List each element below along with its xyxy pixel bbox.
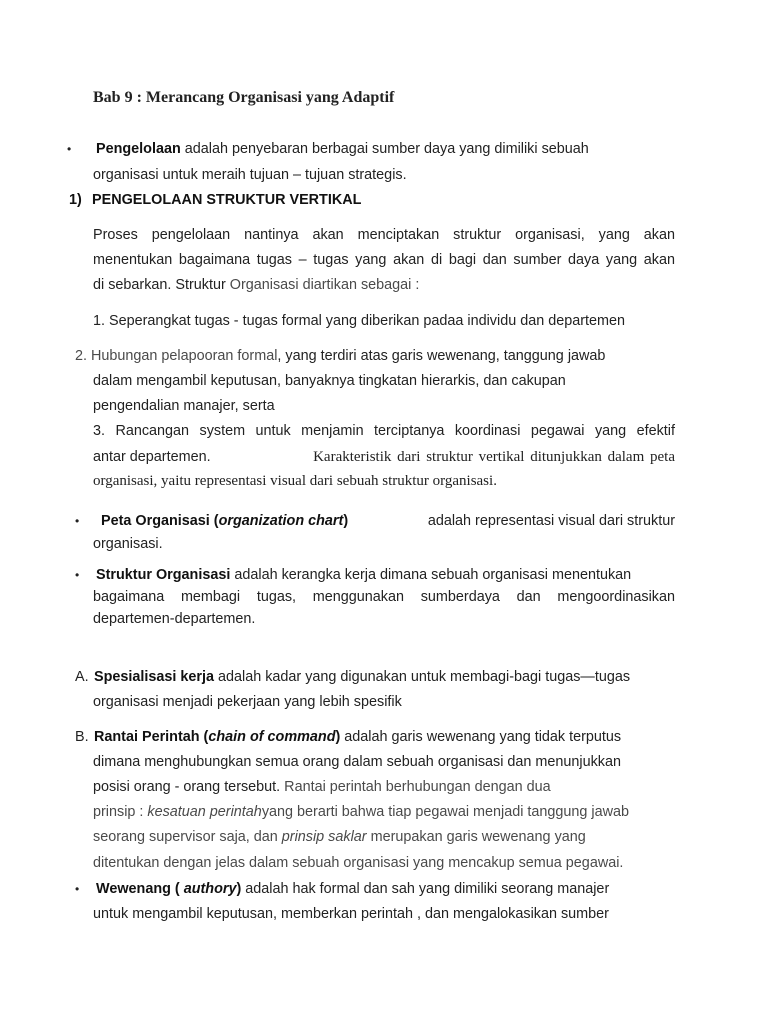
b-def-3b: Rantai perintah berhubungan dengan dua — [280, 779, 551, 795]
struktur-term: Struktur Organisasi — [96, 567, 231, 583]
section-1-para-line-2: menentukan bagaimana tugas – tugas yang akan di bagi dan sumber daya yang akan — [93, 252, 675, 268]
b-def-6: ditentukan dengan jelas dalam sebuah organisasi yang mencakup semua pegawai. — [93, 855, 624, 871]
a-line-1 — [94, 668, 630, 686]
struktur-def-3: departemen-departemen. — [93, 611, 256, 627]
bullet-icon: • — [67, 142, 72, 156]
bullet-icon: • — [75, 882, 80, 896]
wewenang-line-1 — [96, 880, 609, 898]
para-3b: Organisasi diartikan sebagai : — [229, 277, 420, 293]
struktur-def-2: bagaimana membagi tugas, menggunakan sumberdaya dan mengoordinasikan — [93, 589, 675, 605]
item-3-line-2a: antar departemen. — [93, 449, 211, 465]
item-3-line-2 — [93, 448, 675, 466]
peta-heading — [101, 512, 348, 530]
peta-paren-close: ) — [343, 513, 349, 529]
b-def-1: adalah garis wewenang yang tidak terputus — [340, 729, 622, 745]
b-def-3a: posisi orang - orang tersebut. — [93, 779, 281, 795]
pengelolaan-line-1 — [96, 140, 589, 158]
struktur-def-1: adalah kerangka kerja dimana sebuah organisasi menentukan — [230, 567, 632, 583]
bullet-icon: • — [75, 514, 80, 528]
pengelolaan-term: Pengelolaan — [96, 141, 181, 157]
a-term: Spesialisasi kerja — [94, 669, 215, 685]
b-def-4c: yang berarti bahwa tiap pegawai menjadi tanggung jawab — [261, 804, 630, 820]
wewenang-def-1: adalah hak formal dan sah yang dimiliki seorang manajer — [241, 881, 610, 897]
peta-term: Peta Organisasi — [101, 513, 210, 529]
item-2-line-2: dalam mengambil keputusan, banyaknya tingkatan hierarkis, dan cakupan — [93, 373, 566, 389]
b-line-5 — [93, 828, 586, 846]
section-1-number: 1) — [69, 192, 82, 208]
b-line-3 — [93, 778, 551, 796]
b-term: Rantai Perintah ( — [94, 729, 209, 745]
page-title: Bab 9 : Merancang Organisasi yang Adaptif — [93, 89, 395, 106]
section-1-para-line-3 — [93, 276, 419, 294]
a-def-1: adalah kadar yang digunakan untuk membagi-bagi tugas—tugas — [214, 669, 631, 685]
item-2-line-1 — [75, 347, 605, 365]
b-def-2: dimana menghubungkan semua orang dalam sebuah organisasi dan menunjukkan — [93, 754, 622, 770]
b-def-5a: seorang supervisor saja, dan — [93, 829, 282, 845]
a-label: A. — [75, 669, 89, 685]
b-def-4b: kesatuan perintah — [147, 804, 262, 820]
peta-def-1: adalah representasi visual dari struktur — [427, 513, 675, 529]
wewenang-term: Wewenang ( — [96, 881, 184, 897]
para-3a: di sebarkan. Struktur — [93, 277, 230, 293]
b-def-5b: prinsip saklar — [281, 829, 367, 845]
b-line-4 — [93, 803, 629, 821]
bullet-icon: • — [75, 568, 80, 582]
struktur-line-1 — [96, 566, 631, 584]
item-3-line-1: 3. Rancangan system untuk menjamin terciptanya koordinasi pegawai yang efektif — [93, 423, 675, 439]
item-3-line-3: organisasi, yaitu representasi visual dari sebuah struktur organisasi. — [93, 473, 497, 489]
item-2b: , yang terdiri atas garis wewenang, tanggung jawab — [277, 348, 606, 364]
peta-paren-open: ( — [209, 513, 219, 529]
peta-line-1 — [101, 512, 675, 530]
pengelolaan-def-2: organisasi untuk meraih tujuan – tujuan strategis. — [93, 167, 407, 183]
pengelolaan-def-1: adalah penyebaran berbagai sumber daya yang dimiliki sebuah — [180, 141, 589, 157]
peta-def-2: organisasi. — [93, 536, 163, 552]
b-label: B. — [75, 729, 89, 745]
item-2-line-3: pengendalian manajer, serta — [93, 398, 275, 414]
wewenang-term-en: authory — [183, 881, 237, 897]
b-term-en: chain of command — [208, 729, 336, 745]
item-3-line-2b: Karakteristik dari struktur vertikal ditunjukkan dalam peta — [313, 449, 675, 465]
b-term-close: ) — [335, 729, 341, 745]
b-def-4a: prinsip : — [93, 804, 148, 820]
item-2a: 2. Hubungan pelapooran formal — [75, 348, 278, 364]
b-line-1 — [94, 728, 621, 746]
wewenang-def-2: untuk mengambil keputusan, memberkan perintah , dan mengalokasikan sumber — [93, 906, 609, 922]
a-def-2: organisasi menjadi pekerjaan yang lebih spesifik — [93, 694, 402, 710]
item-1: 1. Seperangkat tugas - tugas formal yang diberikan padaa individu dan departemen — [93, 313, 626, 329]
section-1-heading: PENGELOLAAN STRUKTUR VERTIKAL — [92, 192, 362, 208]
peta-term-en: organization chart — [218, 513, 344, 529]
b-def-5c: merupakan garis wewenang yang — [366, 829, 586, 845]
wewenang-term-close: ) — [236, 881, 242, 897]
section-1-para-line-1: Proses pengelolaan nantinya akan menciptakan struktur organisasi, yang akan — [93, 227, 675, 243]
